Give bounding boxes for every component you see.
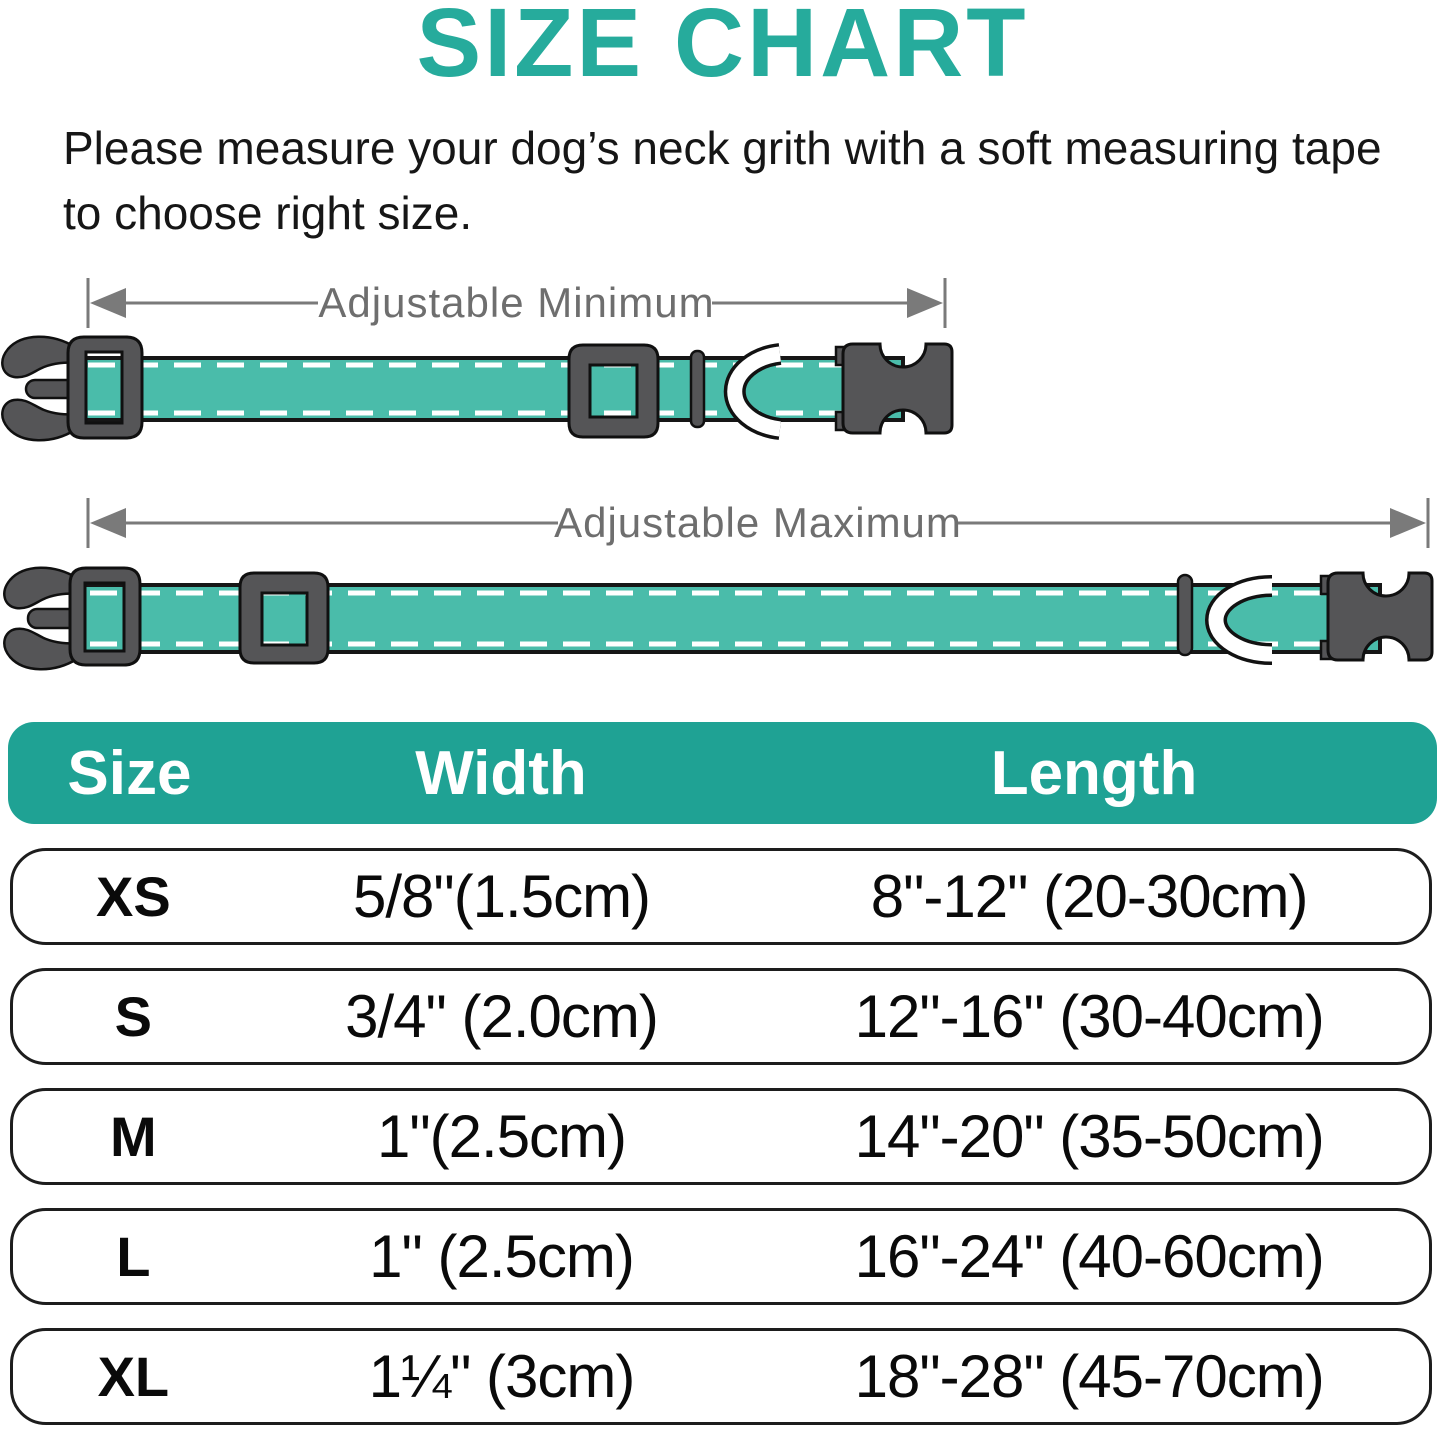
subtitle-line-1: Please measure your dog’s neck grith with a soft measuring tape bbox=[63, 122, 1382, 174]
size-value: M bbox=[110, 1105, 157, 1168]
male-buckle bbox=[2, 337, 142, 441]
arrow-label-maximum: Adjustable Maximum bbox=[554, 499, 962, 546]
width-value: 5/8"(1.5cm) bbox=[352, 863, 651, 930]
size-table-header bbox=[8, 722, 1437, 824]
subtitle-line-2: to choose right size. bbox=[63, 187, 473, 240]
size-value: XS bbox=[96, 865, 171, 928]
subtitle bbox=[63, 116, 1393, 247]
length-value: 16"-24" (40-60cm) bbox=[854, 1223, 1324, 1290]
collar-illustration-maximum bbox=[0, 548, 1445, 708]
column-header-length: Length bbox=[990, 738, 1198, 808]
keeper-bar bbox=[691, 351, 704, 427]
length-value: 8"-12" (20-30cm) bbox=[870, 863, 1308, 930]
table-row-xl bbox=[10, 1328, 1432, 1425]
size-value: S bbox=[114, 985, 153, 1048]
table-row-l bbox=[10, 1208, 1432, 1305]
column-header-width: Width bbox=[415, 738, 587, 808]
column-header-size: Size bbox=[67, 738, 192, 808]
page-title: SIZE CHART bbox=[416, 0, 1029, 97]
table-row-xs bbox=[10, 848, 1432, 945]
measure-arrow-maximum bbox=[0, 492, 1445, 554]
table-row-s bbox=[10, 968, 1432, 1065]
width-value: 1"(2.5cm) bbox=[377, 1103, 627, 1170]
length-value: 14"-20" (35-50cm) bbox=[854, 1103, 1324, 1170]
size-value: XL bbox=[97, 1345, 170, 1408]
length-value: 18"-28" (45-70cm) bbox=[854, 1343, 1324, 1410]
length-value: 12"-16" (30-40cm) bbox=[854, 983, 1324, 1050]
width-value: 1¼" (3cm) bbox=[368, 1343, 635, 1410]
arrow-label-minimum: Adjustable Minimum bbox=[318, 279, 715, 326]
size-value: L bbox=[116, 1225, 151, 1288]
keeper-bar bbox=[1178, 575, 1192, 655]
width-value: 1" (2.5cm) bbox=[369, 1223, 634, 1290]
width-value: 3/4" (2.0cm) bbox=[345, 983, 658, 1050]
collar-illustration-minimum bbox=[0, 325, 960, 460]
table-row-m bbox=[10, 1088, 1432, 1185]
